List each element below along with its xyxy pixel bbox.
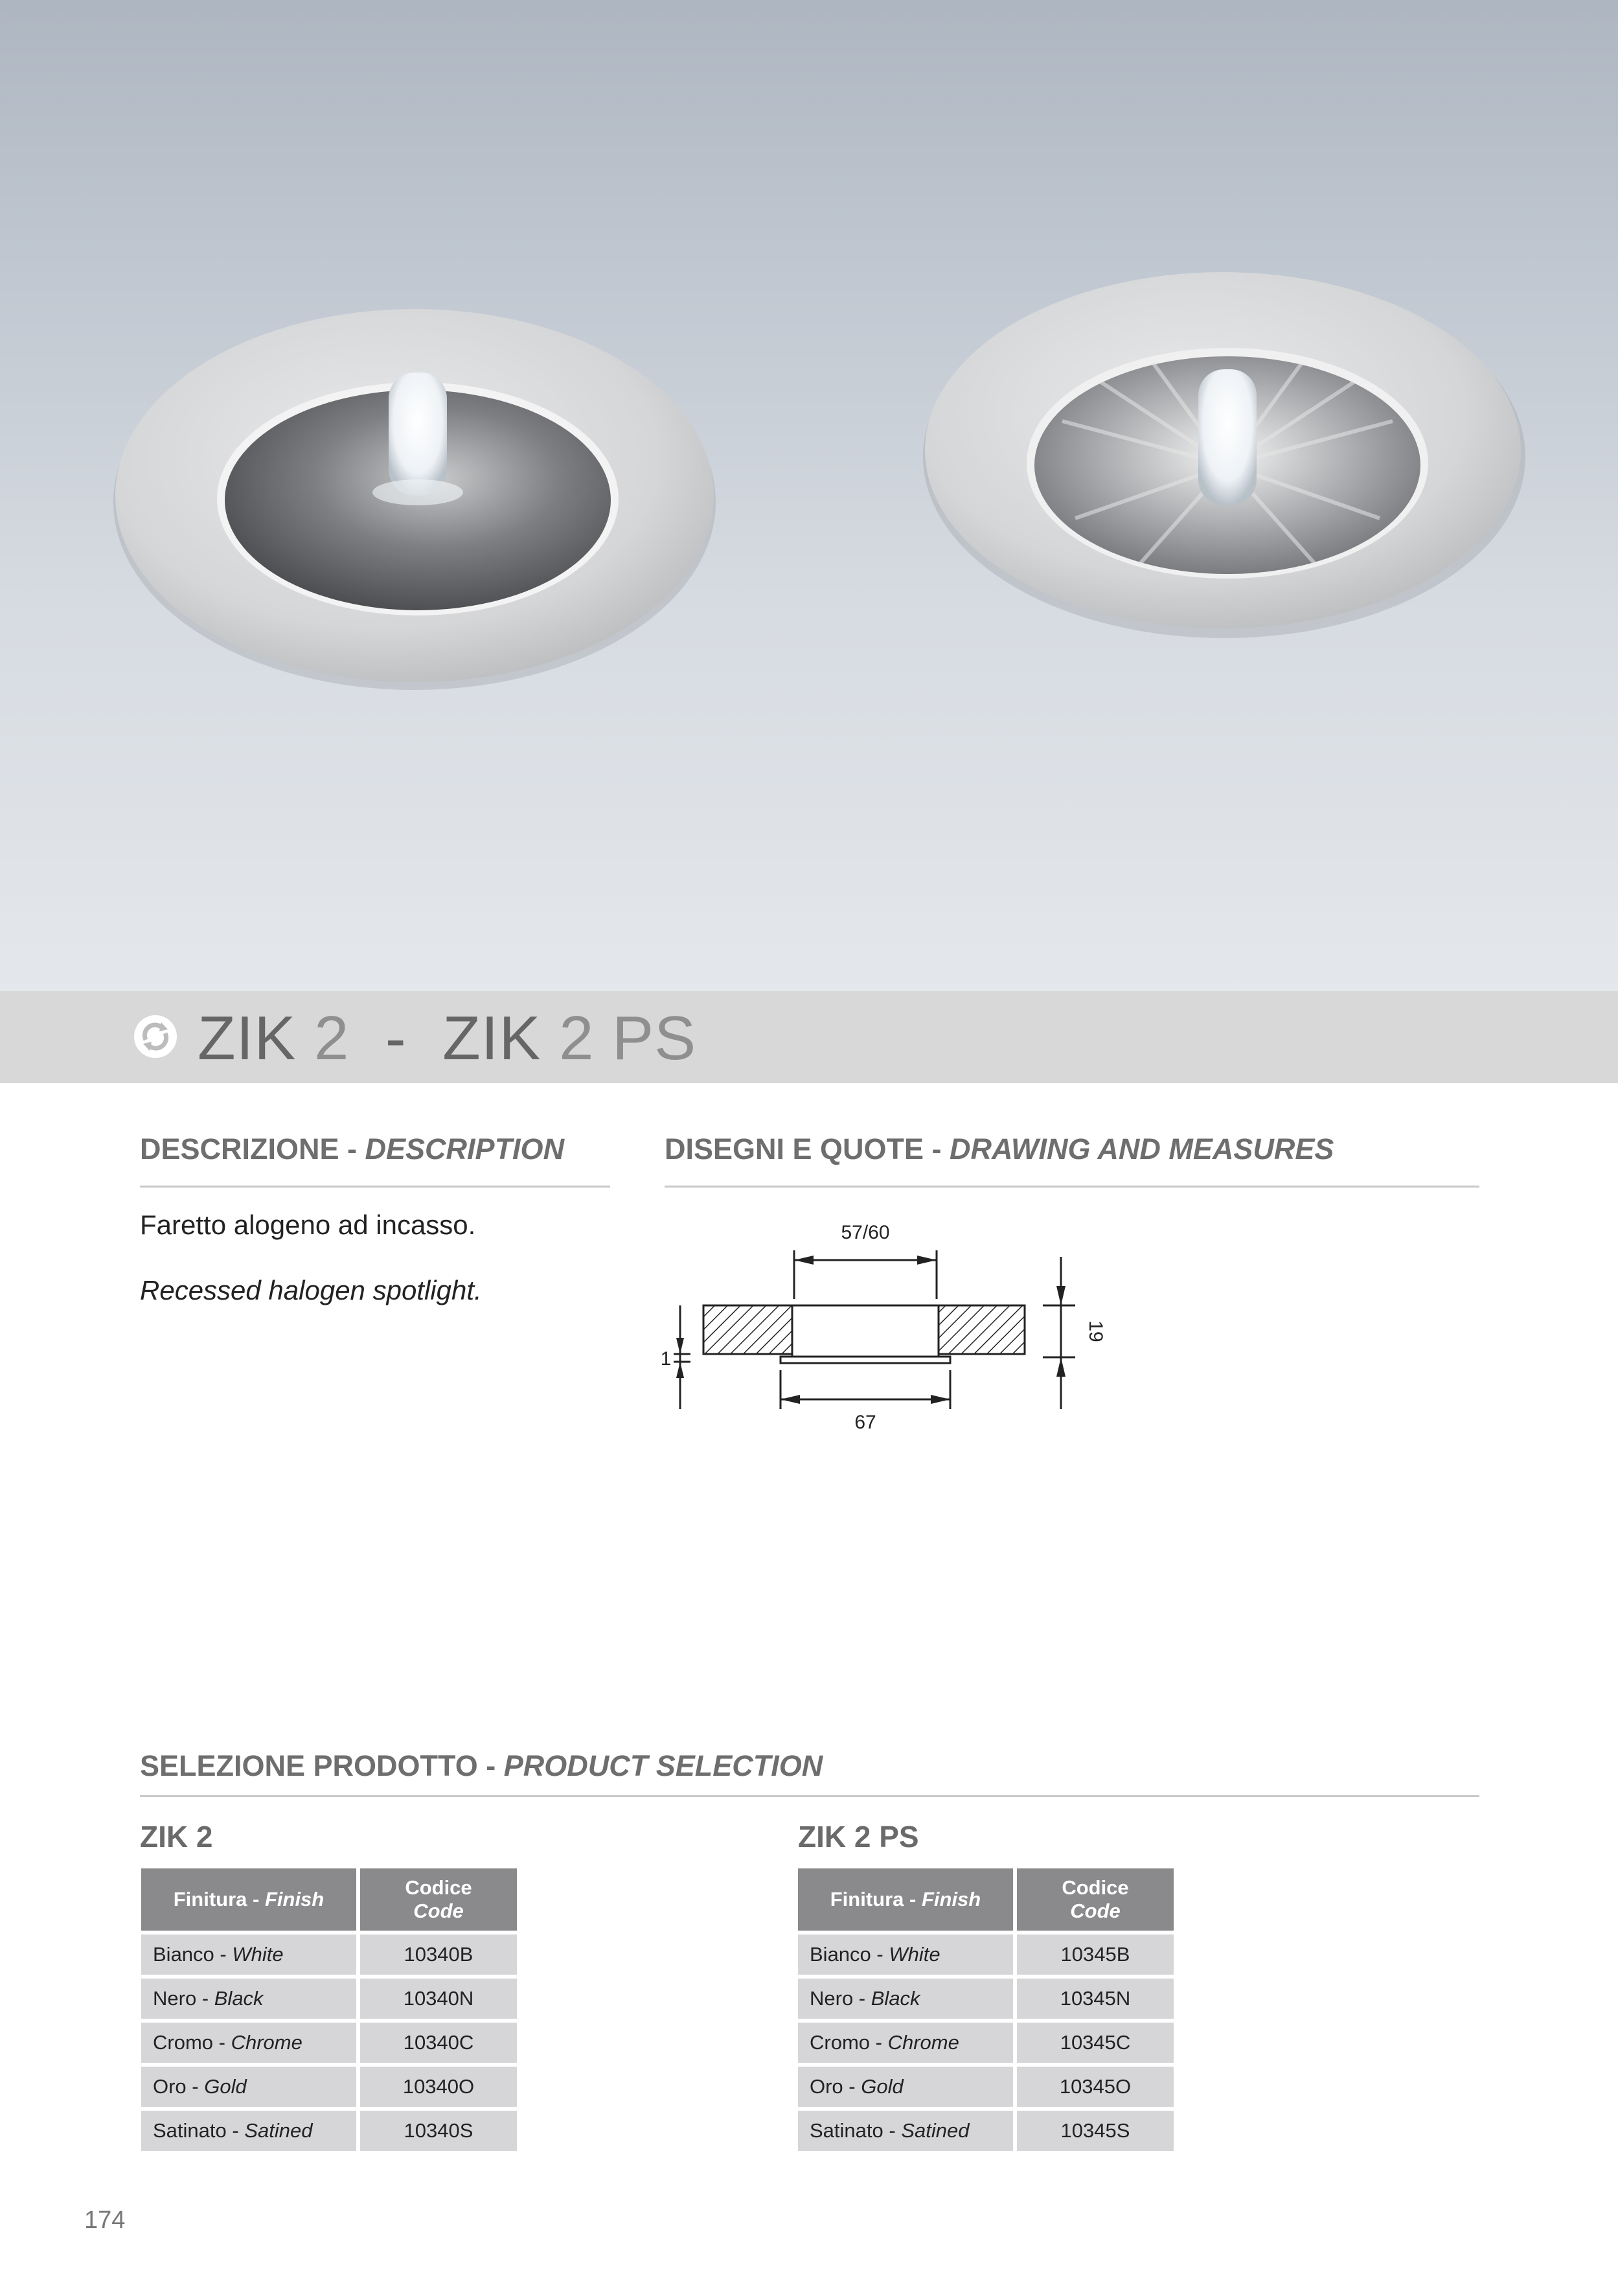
table-row bbox=[141, 2067, 517, 2107]
column-header-code: Codice Code bbox=[360, 1868, 517, 1931]
finish-cell: Cromo - Chrome bbox=[141, 2023, 356, 2063]
spotlight-photo-illustration bbox=[0, 0, 1618, 991]
drawing-heading-it: DISEGNI E QUOTE - bbox=[665, 1132, 950, 1165]
finish-cell: Bianco - White bbox=[141, 1934, 356, 1975]
fixture-flange bbox=[781, 1357, 950, 1363]
finish-cell: Cromo - Chrome bbox=[798, 2023, 1013, 2063]
selection-heading-en: PRODUCT SELECTION bbox=[503, 1749, 823, 1782]
dimension-top-label: 57/60 bbox=[841, 1222, 890, 1243]
code-cell: 10345S bbox=[1017, 2111, 1174, 2151]
description-heading-it: DESCRIZIONE - bbox=[140, 1132, 365, 1165]
description-heading bbox=[140, 1132, 564, 1166]
product-table-zik2ps bbox=[794, 1865, 1178, 2155]
table-row bbox=[798, 2023, 1174, 2063]
title-model-1: ZIK bbox=[198, 1004, 297, 1073]
table-row bbox=[141, 1979, 517, 2019]
table-row bbox=[141, 1934, 517, 1975]
finish-cell: Nero - Black bbox=[141, 1979, 356, 2019]
table-row bbox=[141, 2023, 517, 2063]
dimension-right-label: 19 bbox=[1085, 1320, 1106, 1342]
ceiling-section-right bbox=[934, 1305, 1025, 1354]
code-cell: 10345N bbox=[1017, 1979, 1174, 2019]
title-model-1-number: 2 bbox=[314, 1004, 350, 1073]
finish-cell: Satinato - Satined bbox=[141, 2111, 356, 2151]
title-separator: - bbox=[385, 1004, 407, 1073]
code-cell: 10340O bbox=[360, 2067, 517, 2107]
left-halogen-bulb bbox=[389, 373, 447, 496]
finish-cell: Satinato - Satined bbox=[798, 2111, 1013, 2151]
code-cell: 10345O bbox=[1017, 2067, 1174, 2107]
code-cell: 10345B bbox=[1017, 1934, 1174, 1975]
finish-cell: Oro - Gold bbox=[141, 2067, 356, 2107]
table-row bbox=[798, 2067, 1174, 2107]
code-cell: 10340N bbox=[360, 1979, 517, 2019]
ceiling-section-left bbox=[703, 1305, 797, 1354]
drawing-heading bbox=[665, 1132, 1334, 1166]
finish-cell: Nero - Black bbox=[798, 1979, 1013, 2019]
right-halogen-bulb bbox=[1198, 369, 1257, 505]
title-model-2: ZIK bbox=[442, 1004, 541, 1073]
product-table-zik2 bbox=[137, 1865, 521, 2155]
table-row bbox=[798, 2111, 1174, 2151]
code-cell: 10345C bbox=[1017, 2023, 1174, 2063]
table-title-zik2: ZIK 2 bbox=[140, 1820, 213, 1854]
column-header-finish: Finitura - Finish bbox=[798, 1868, 1013, 1931]
title-model-2-suffix: 2 PS bbox=[559, 1004, 697, 1073]
column-header-finish: Finitura - Finish bbox=[141, 1868, 356, 1931]
page-number: 174 bbox=[84, 2207, 126, 2234]
dimension-bottom-label: 67 bbox=[854, 1412, 876, 1433]
fixture-body bbox=[792, 1305, 939, 1357]
description-divider bbox=[140, 1186, 610, 1188]
column-header-code: Codice Code bbox=[1017, 1868, 1174, 1931]
description-text-it: Faretto alogeno ad incasso. bbox=[140, 1210, 476, 1240]
page-title bbox=[198, 1003, 696, 1074]
selection-heading bbox=[140, 1749, 823, 1783]
finish-cell: Bianco - White bbox=[798, 1934, 1013, 1975]
drawing-heading-en: DRAWING AND MEASURES bbox=[950, 1132, 1334, 1165]
finish-cell: Oro - Gold bbox=[798, 2067, 1013, 2107]
refresh-cycle-icon bbox=[133, 1014, 178, 1059]
product-photo bbox=[0, 0, 1618, 991]
technical-drawing bbox=[654, 1211, 1108, 1445]
code-cell: 10340C bbox=[360, 2023, 517, 2063]
table-row bbox=[798, 1934, 1174, 1975]
code-cell: 10340B bbox=[360, 1934, 517, 1975]
description-heading-en: DESCRIPTION bbox=[365, 1132, 565, 1165]
table-row bbox=[141, 2111, 517, 2151]
drawing-divider bbox=[665, 1186, 1479, 1188]
code-cell: 10340S bbox=[360, 2111, 517, 2151]
table-row bbox=[798, 1979, 1174, 2019]
description-text-en: Recessed halogen spotlight. bbox=[140, 1275, 482, 1305]
selection-divider bbox=[140, 1795, 1479, 1797]
dimension-left-label: 1 bbox=[660, 1348, 672, 1370]
table-title-zik2ps: ZIK 2 PS bbox=[798, 1820, 919, 1854]
selection-heading-it: SELEZIONE PRODOTTO - bbox=[140, 1749, 504, 1782]
